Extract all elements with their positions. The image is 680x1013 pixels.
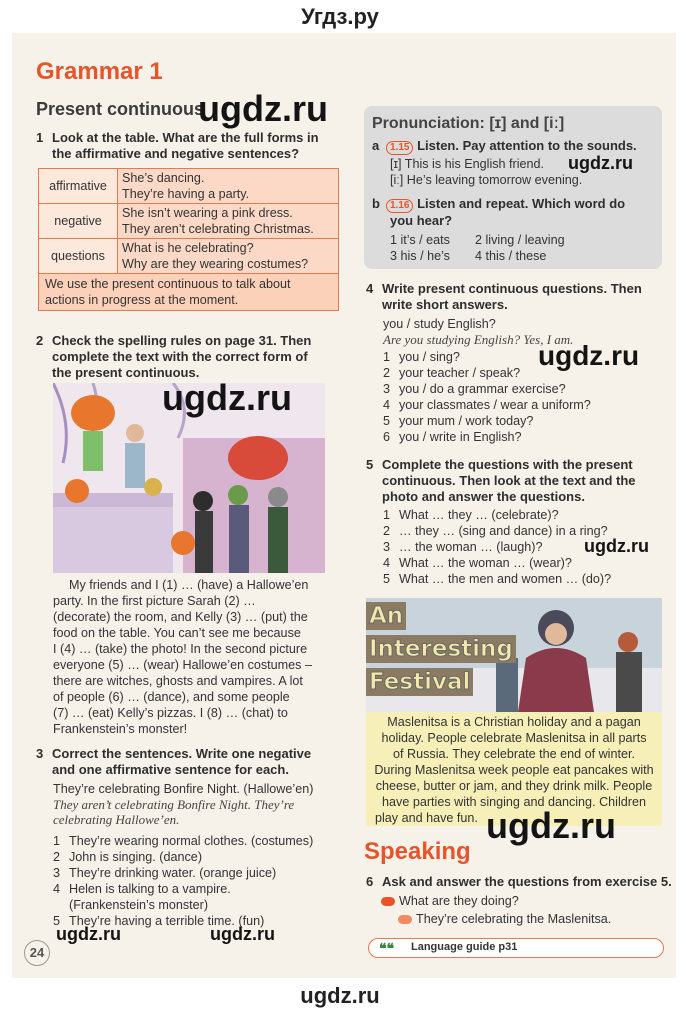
section-subtitle: Present continuous <box>36 99 205 119</box>
exercise-number: 1 <box>36 130 44 145</box>
watermark: ugdz.ru <box>198 88 328 129</box>
row-label: questions <box>39 239 118 274</box>
exercise-4-prompt: you / study English? <box>383 317 496 331</box>
grammar-note: We use the present continuous to talk about actions in progress at the moment. <box>38 274 339 311</box>
site-footer: ugdz.ru <box>300 983 380 1008</box>
list-item: 1 What … they … (celebrate)? <box>383 508 559 522</box>
page-number: 24 <box>24 940 50 966</box>
list-item: 1 you / sing? <box>383 350 460 364</box>
table-cell: They’re having a party. <box>122 187 250 201</box>
list-item: 5 What … the men and women … (do)? <box>383 572 612 586</box>
dialogue-answer: They’re celebrating the Maslenitsa. <box>398 911 611 927</box>
list-item: 3 They’re drinking water. (orange juice) <box>53 866 277 880</box>
watermark: ugdz.ru <box>486 805 616 846</box>
instruction-line: the affirmative and negative sentences? <box>52 146 300 161</box>
grammar-table <box>38 168 339 311</box>
list-item: 3 you / do a grammar exercise? <box>383 382 566 396</box>
watermark: ugdz.ru <box>584 536 649 556</box>
site-header: Угдз.ру <box>301 4 379 29</box>
exercise-6-instructions: 6 Ask and answer the questions from exercise 5. <box>366 874 672 889</box>
list-item: 2 your teacher / speak? <box>383 366 521 380</box>
table-row <box>39 169 339 204</box>
speaking-title: Speaking <box>364 838 471 865</box>
exercise-number: 2 <box>36 333 44 348</box>
exercise-4-answer: Are you studying English? Yes, I am. <box>383 332 574 347</box>
exercise-2-instructions: 2 Check the spelling rules on page 31. Then complete the text with the correct form of the present continuous. <box>36 333 312 380</box>
dialogue-question: What are they doing? <box>381 893 519 909</box>
exercise-number: 3 <box>36 746 44 761</box>
speech-bubble-icon <box>381 897 395 906</box>
exercise-4-instructions: 4 Write present continuous questions. Then write short answers. <box>366 281 642 312</box>
cd-icon: 1.15 <box>386 141 413 155</box>
list-item: 4 What … the woman … (wear)? <box>383 556 572 570</box>
table-cell: Why are they wearing costumes? <box>122 257 309 271</box>
list-item: 4 your classmates / wear a uniform? <box>383 398 591 412</box>
exercise-5-instructions: 5 Complete the questions with the present continuous. Then look at the text and the photo and answer the questions. <box>366 457 636 504</box>
festival-text-box: Maslenitsa is a Christian holiday and a pagan holiday. People celebrate Maslenitsa in all parts of Russia. They celebrate the end of winter. During Maslenitsa week people eat pancakes with cheese, butter or jam, and they drink milk. People have parties with singing and dancing. Children play and have fun. <box>366 712 662 826</box>
table-row <box>39 204 339 239</box>
list-item: 1 They’re wearing normal clothes. (costumes) <box>53 834 314 848</box>
list-item: 5 They’re having a terrible time. (fun) <box>53 914 265 928</box>
exercise-5-list <box>383 507 611 587</box>
pron-task-a: a 1.15 Listen. Pay attention to the sounds. <box>372 138 637 153</box>
exercise-3-instructions: 3 Correct the sentences. Write one negative and one affirmative sentence for each. <box>36 746 312 777</box>
exercise-1-instructions <box>36 130 319 162</box>
page-title: Grammar 1 <box>36 58 163 85</box>
watermark: ugdz.ru <box>210 924 275 944</box>
list-item: 3 … the woman … (laugh)? <box>383 540 543 554</box>
table-row <box>39 239 339 274</box>
row-label: affirmative <box>39 169 118 204</box>
story-text: My friends and I (1) … (have) a Hallowe’en party. In the first picture Sarah (2) … (decorate) the room, and Kelly (3) … (put) the food on the table. You can’t see me because I (4) … (take) the photo! In the second picture everyone (5) … (wear) Hallowe’en costumes – there are witches, ghosts and vampires. A lot of people (6) … (dance), and some people (7) … (eat) Kelly’s pizzas. I (8) … (chat) to Frankenstein’s monster! <box>53 578 312 736</box>
list-item: 2 … they … (sing and dance) in a ring? <box>383 524 608 538</box>
exercise-3-answer: They aren’t celebrating Bonfire Night. They’re celebrating Hallowe’en. <box>53 797 295 827</box>
quote-icon: ❝❝ <box>379 940 395 956</box>
language-guide-link[interactable]: ❝❝ Language guide p31 <box>368 938 664 958</box>
table-cell: They aren’t celebrating Christmas. <box>122 222 314 236</box>
exercise-3-example: They’re celebrating Bonfire Night. (Hallowe’en) <box>53 782 314 796</box>
pronunciation-box: Pronunciation: [ɪ] and [iː] a 1.15 Listen. Pay attention to the sounds. [ɪ] This is his English friend. [iː] He’s leaving tomorrow evening. b 1.16 Listen and repeat. Which word do you hear? 1 it’s / eats 2 living / leaving 3 his / he’s 4 this / these <box>364 106 662 269</box>
speech-bubble-icon <box>398 915 412 924</box>
watermark: ugdz.ru <box>538 340 640 371</box>
row-label: negative <box>39 204 118 239</box>
festival-title: An Interesting Festival <box>366 602 462 696</box>
table-cell: What is he celebrating? <box>122 241 254 255</box>
exercise-3-list <box>53 833 313 929</box>
list-item: (Frankenstein’s monster) <box>69 898 209 912</box>
list-item: 4 Helen is talking to a vampire. <box>53 882 231 896</box>
list-item: 5 your mum / work today? <box>383 414 534 428</box>
pronunciation-heading: Pronunciation: [ɪ] and [iː] <box>372 115 565 132</box>
watermark: ugdz.ru <box>56 924 121 944</box>
watermark: ugdz.ru <box>568 153 633 173</box>
list-item: 2 John is singing. (dance) <box>53 850 203 864</box>
watermark: ugdz.ru <box>162 377 292 418</box>
pron-task-b: b 1.16 Listen and repeat. Which word do you hear? <box>372 196 626 228</box>
table-cell: She’s dancing. <box>122 171 205 185</box>
cd-icon: 1.16 <box>386 199 413 213</box>
table-cell: She isn’t wearing a pink dress. <box>122 206 293 220</box>
list-item: 6 you / write in English? <box>383 430 522 444</box>
instruction-line: Look at the table. What are the full forms in <box>52 130 319 145</box>
